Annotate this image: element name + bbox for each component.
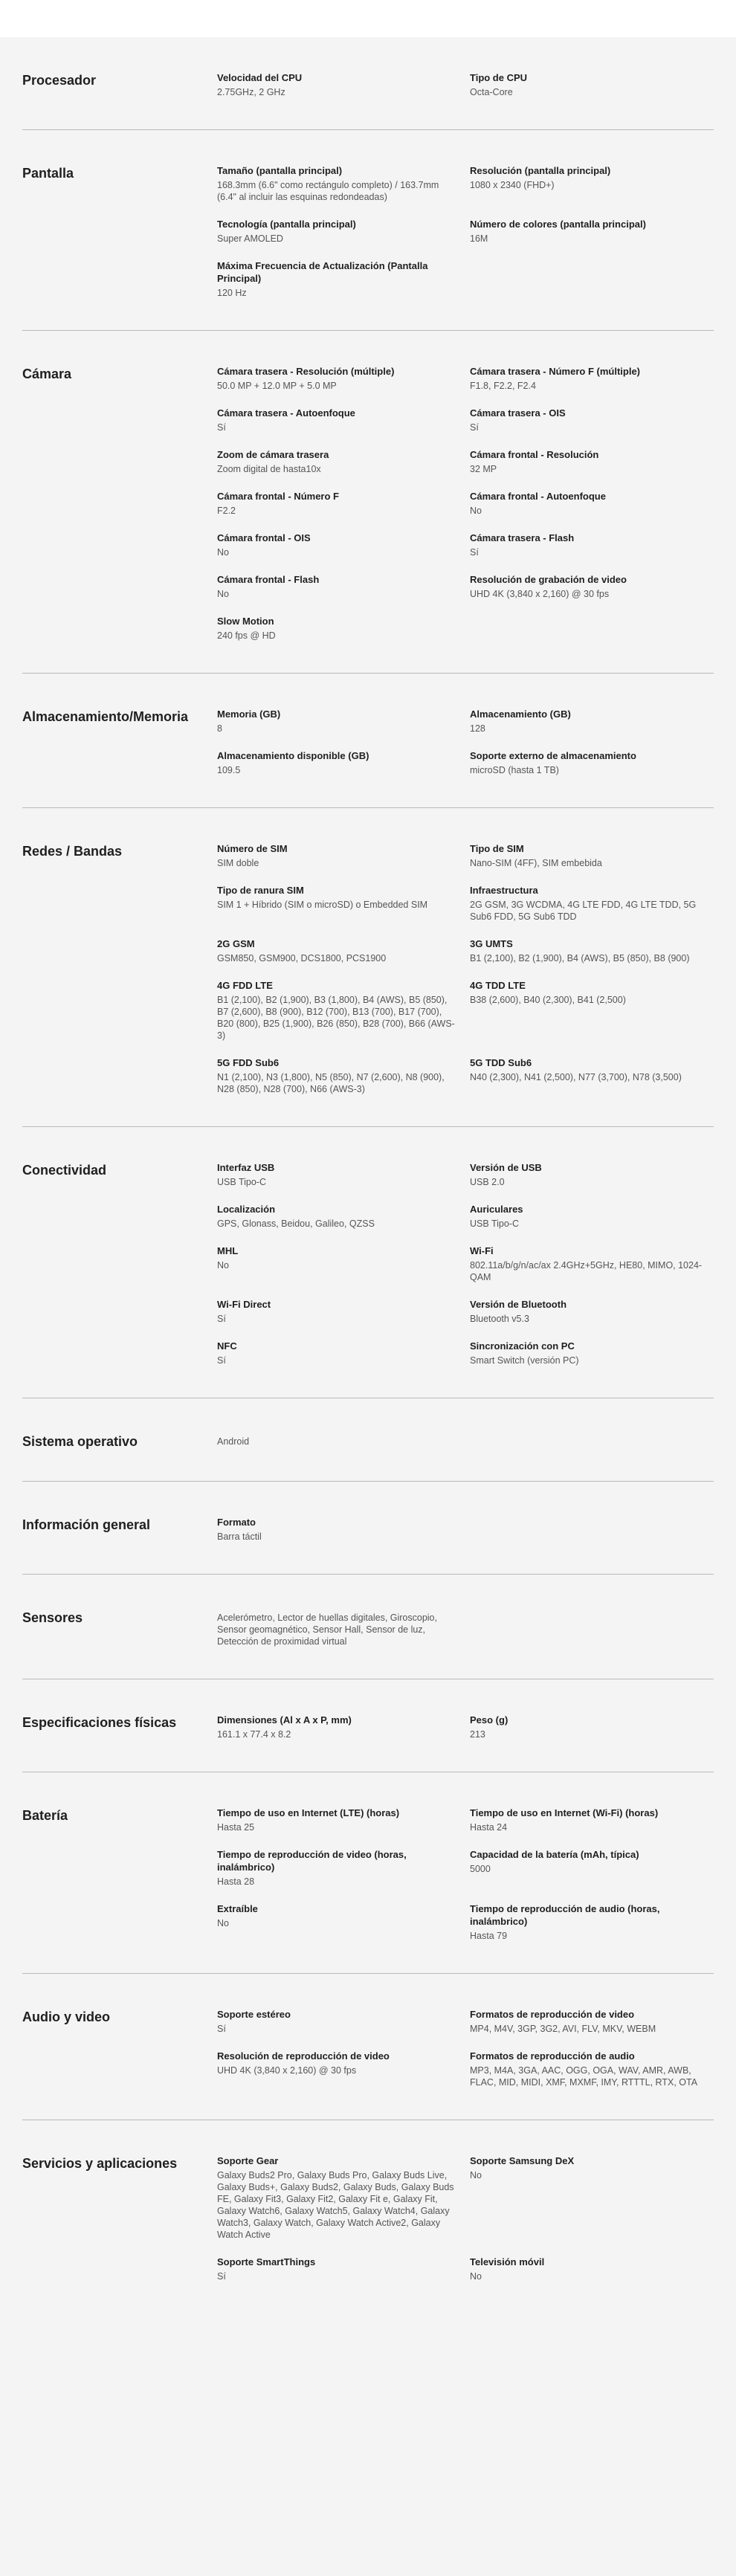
spec-value: 1080 x 2340 (FHD+) xyxy=(470,180,555,190)
spec-item xyxy=(470,937,723,964)
spec-value: UHD 4K (3,840 x 2,160) @ 30 fps xyxy=(217,2065,357,2076)
spec-value: No xyxy=(470,2170,482,2180)
spec-label: Formatos de reproducción de audio xyxy=(470,2050,635,2062)
spec-label: Tipo de ranura SIM xyxy=(217,885,304,896)
spec-item xyxy=(470,979,723,1042)
spec-item xyxy=(470,1848,723,1888)
spec-value: B1 (2,100), B2 (1,900), B3 (1,800), B4 (AWS), B5 (850), B7 (2,600), B8 (900), B12 (700), B13 (700), B17 (700), B20 (800), B25 (1,900), B26 (850), B28 (700), B66 (AWS-3) xyxy=(217,995,455,1041)
spec-item xyxy=(217,1056,470,1095)
spec-item xyxy=(217,1848,470,1888)
spec-item xyxy=(470,842,723,869)
section-title: Sensores xyxy=(22,1610,83,1625)
spec-label: Tipo de SIM xyxy=(470,843,524,854)
spec-item xyxy=(470,71,723,98)
spec-label: Cámara frontal - Resolución xyxy=(470,449,599,460)
spec-label: Cámara trasera - Resolución (múltiple) xyxy=(217,366,395,377)
spec-value: Super AMOLED xyxy=(217,233,283,244)
spec-label: 2G GSM xyxy=(217,938,255,949)
spec-item xyxy=(470,573,723,600)
spec-item xyxy=(217,749,470,776)
spec-item xyxy=(470,1714,723,1740)
spec-label: Cámara trasera - Flash xyxy=(470,532,575,543)
spec-label: MHL xyxy=(217,1245,239,1256)
spec-label: Dimensiones (Al x A x P, mm) xyxy=(217,1714,352,1726)
spec-item xyxy=(470,1340,723,1366)
spec-label: Almacenamiento disponible (GB) xyxy=(217,750,369,761)
spec-value: 213 xyxy=(470,1729,485,1740)
spec-label: Soporte estéreo xyxy=(217,2009,291,2020)
spec-value: 2G GSM, 3G WCDMA, 4G LTE FDD, 4G LTE TDD, 5G Sub6 FDD, 5G Sub6 TDD xyxy=(470,900,697,922)
spec-item xyxy=(217,365,470,392)
spec-label: Versión de USB xyxy=(470,1162,542,1173)
spec-value: Sí xyxy=(217,1355,226,1366)
spec-value: B38 (2,600), B40 (2,300), B41 (2,500) xyxy=(470,995,626,1005)
spec-value: Zoom digital de hasta10x xyxy=(217,464,321,474)
spec-value: No xyxy=(217,1918,229,1928)
spec-item xyxy=(217,71,470,98)
spec-item xyxy=(217,1714,470,1740)
spec-item xyxy=(217,407,470,433)
spec-value: Hasta 79 xyxy=(470,1931,508,1941)
spec-label: Versión de Bluetooth xyxy=(470,1299,567,1310)
spec-value: N1 (2,100), N3 (1,800), N5 (850), N7 (2,600), N8 (900), N28 (850), N28 (700), N66 (AWS-3) xyxy=(217,1072,445,1094)
spec-value: Hasta 25 xyxy=(217,1822,255,1833)
spec-label: Resolución de grabación de video xyxy=(470,574,627,585)
spec-value: 128 xyxy=(470,723,485,734)
spec-label: Cámara trasera - Autoenfoque xyxy=(217,407,355,419)
spec-item xyxy=(217,2154,470,2241)
spec-grid xyxy=(217,1609,723,1647)
spec-value: Sí xyxy=(470,547,479,558)
spec-value: 802.11a/b/g/n/ac/ax 2.4GHz+5GHz, HE80, MIMO, 1024-QAM xyxy=(470,1260,703,1282)
spec-value: Smart Switch (versión PC) xyxy=(470,1355,579,1366)
spec-grid xyxy=(217,164,723,299)
spec-label: Capacidad de la batería (mAh, típica) xyxy=(470,1849,639,1860)
spec-item xyxy=(217,884,470,923)
spec-label: Slow Motion xyxy=(217,616,274,627)
spec-label: Máxima Frecuencia de Actualización (Pantalla Principal) xyxy=(217,260,428,284)
spec-grid xyxy=(217,1161,723,1366)
spec-value: Sí xyxy=(217,1314,226,1324)
spec-item xyxy=(470,365,723,392)
spec-label: Peso (g) xyxy=(470,1714,509,1726)
spec-item xyxy=(217,1609,470,1647)
spec-item xyxy=(217,1902,470,1942)
spec-item xyxy=(217,1161,470,1188)
spec-label: Cámara frontal - OIS xyxy=(217,532,311,543)
spec-value: Nano-SIM (4FF), SIM embebida xyxy=(470,858,602,868)
spec-label: Soporte Samsung DeX xyxy=(470,2155,575,2166)
spec-item xyxy=(470,2008,723,2035)
spec-section-pantalla xyxy=(22,130,714,331)
spec-label: Zoom de cámara trasera xyxy=(217,449,329,460)
spec-label: Cámara frontal - Número F xyxy=(217,491,339,502)
spec-section-servicios-y-aplicaciones xyxy=(22,2120,714,2314)
spec-value: Acelerómetro, Lector de huellas digitales, Giroscopio, Sensor geomagnético, Sensor Hall, Sensor de luz, Detección de proximidad virtual xyxy=(217,1613,437,1647)
spec-label: Cámara frontal - Autoenfoque xyxy=(470,491,606,502)
spec-value: Hasta 28 xyxy=(217,1876,255,1887)
spec-label: 5G FDD Sub6 xyxy=(217,1057,280,1068)
spec-label: Infraestructura xyxy=(470,885,538,896)
spec-value: N40 (2,300), N41 (2,500), N77 (3,700), N78 (3,500) xyxy=(470,1072,682,1082)
spec-item xyxy=(217,1433,470,1450)
spec-value: No xyxy=(470,2271,482,2282)
spec-item xyxy=(470,884,723,923)
spec-label: Formatos de reproducción de video xyxy=(470,2009,635,2020)
spec-grid xyxy=(217,2008,723,2088)
specs-container xyxy=(0,37,736,2576)
spec-label: Televisión móvil xyxy=(470,2256,545,2267)
spec-item xyxy=(470,2154,723,2241)
spec-value: Barra táctil xyxy=(217,1531,262,1542)
spec-value: 50.0 MP + 12.0 MP + 5.0 MP xyxy=(217,381,337,391)
spec-section-redes-bandas xyxy=(22,808,714,1127)
spec-item xyxy=(470,1902,723,1942)
spec-label: Wi-Fi xyxy=(470,1245,494,1256)
spec-value: Galaxy Buds2 Pro, Galaxy Buds Pro, Galaxy Buds Live, Galaxy Buds+, Galaxy Buds2, Galaxy Buds, Galaxy Buds FE, Galaxy Fit3, Galaxy Fit2, Galaxy Fit e, Galaxy Fit, Galaxy Watch6, Galaxy Watch5, Galaxy Watch4, Galaxy Watch3, Galaxy Watch, Galaxy Watch Active2, Galaxy Watch Active xyxy=(217,2170,454,2240)
spec-value: 161.1 x 77.4 x 8.2 xyxy=(217,1729,291,1740)
section-title: Procesador xyxy=(22,73,97,88)
spec-label: Memoria (GB) xyxy=(217,708,281,720)
spec-grid xyxy=(217,2154,723,2282)
spec-value: GSM850, GSM900, DCS1800, PCS1900 xyxy=(217,953,387,963)
spec-value: SIM 1 + Híbrido (SIM o microSD) o Embedded SIM xyxy=(217,900,428,910)
spec-section-conectividad xyxy=(22,1127,714,1398)
spec-item xyxy=(470,1807,723,1833)
spec-grid xyxy=(217,842,723,1095)
spec-value: USB Tipo-C xyxy=(470,1218,519,1229)
spec-label: Tiempo de reproducción de audio (horas, inalámbrico) xyxy=(470,1903,660,1927)
section-title: Pantalla xyxy=(22,166,74,181)
spec-item xyxy=(217,218,470,245)
spec-section-procesador xyxy=(22,37,714,130)
spec-label: Formato xyxy=(217,1517,256,1528)
spec-label: Tamaño (pantalla principal) xyxy=(217,165,343,176)
spec-value: No xyxy=(217,589,229,599)
spec-item xyxy=(217,1807,470,1833)
spec-section-especificaciones-fisicas xyxy=(22,1679,714,1772)
section-title: Audio y video xyxy=(22,2010,111,2024)
spec-item xyxy=(217,1298,470,1325)
spec-section-sistema-operativo xyxy=(22,1398,714,1482)
spec-value: Android xyxy=(217,1436,250,1447)
spec-value: Sí xyxy=(470,422,479,433)
spec-item xyxy=(217,532,470,558)
section-title: Batería xyxy=(22,1808,68,1823)
spec-label: Interfaz USB xyxy=(217,1162,275,1173)
spec-item xyxy=(217,164,470,203)
spec-label: 5G TDD Sub6 xyxy=(470,1057,532,1068)
spec-item xyxy=(217,1203,470,1230)
spec-item xyxy=(217,937,470,964)
spec-label: Cámara trasera - Número F (múltiple) xyxy=(470,366,641,377)
spec-label: Tipo de CPU xyxy=(470,72,528,83)
spec-section-almacenamiento-memoria xyxy=(22,674,714,808)
spec-value: F2.2 xyxy=(217,506,236,516)
spec-label: Sincronización con PC xyxy=(470,1340,575,1352)
spec-value: 168.3mm (6.6" como rectángulo completo) / 163.7mm (6.4" al incluir las esquinas redondeadas) xyxy=(217,180,439,202)
spec-item xyxy=(217,490,470,517)
spec-grid xyxy=(217,708,723,776)
spec-value: Hasta 24 xyxy=(470,1822,508,1833)
spec-item xyxy=(217,1340,470,1366)
spec-item xyxy=(217,1516,470,1543)
section-title: Información general xyxy=(22,1517,151,1532)
spec-value: 2.75GHz, 2 GHz xyxy=(217,87,285,97)
spec-value: Sí xyxy=(217,422,226,433)
spec-value: 8 xyxy=(217,723,222,734)
section-title: Almacenamiento/Memoria xyxy=(22,709,189,724)
spec-label: Soporte SmartThings xyxy=(217,2256,316,2267)
spec-label: Extraíble xyxy=(217,1903,258,1914)
spec-label: Número de colores (pantalla principal) xyxy=(470,219,646,230)
spec-item xyxy=(470,164,723,203)
spec-item xyxy=(470,1245,723,1283)
spec-item xyxy=(470,218,723,245)
spec-item xyxy=(470,1056,723,1095)
spec-grid xyxy=(217,1516,723,1543)
spec-value: 32 MP xyxy=(470,464,497,474)
spec-item xyxy=(217,2256,470,2282)
section-title: Especificaciones físicas xyxy=(22,1715,177,1730)
spec-value: No xyxy=(217,1260,229,1271)
spec-section-sensores xyxy=(22,1575,714,1679)
spec-label: Tiempo de reproducción de video (horas, inalámbrico) xyxy=(217,1849,407,1873)
spec-label: 4G TDD LTE xyxy=(470,980,526,991)
spec-value: F1.8, F2.2, F2.4 xyxy=(470,381,536,391)
spec-value: UHD 4K (3,840 x 2,160) @ 30 fps xyxy=(470,589,610,599)
spec-item xyxy=(217,615,470,642)
spec-label: Número de SIM xyxy=(217,843,288,854)
spec-item xyxy=(470,1203,723,1230)
spec-label: Tiempo de uso en Internet (LTE) (horas) xyxy=(217,1807,400,1818)
spec-label: Resolución de reproducción de video xyxy=(217,2050,390,2062)
spec-label: 4G FDD LTE xyxy=(217,980,273,991)
spec-item xyxy=(217,842,470,869)
spec-value: microSD (hasta 1 TB) xyxy=(470,765,559,775)
spec-label: Soporte externo de almacenamiento xyxy=(470,750,636,761)
spec-label: Localización xyxy=(217,1204,276,1215)
section-title: Redes / Bandas xyxy=(22,844,123,859)
spec-item xyxy=(470,1161,723,1188)
spec-value: 16M xyxy=(470,233,488,244)
spec-item xyxy=(217,2008,470,2035)
section-title: Cámara xyxy=(22,367,72,381)
spec-value: B1 (2,100), B2 (1,900), B4 (AWS), B5 (850), B8 (900) xyxy=(470,953,690,963)
top-bar xyxy=(0,0,736,37)
spec-item xyxy=(217,979,470,1042)
spec-item xyxy=(470,2050,723,2088)
spec-value: 5000 xyxy=(470,1864,491,1874)
spec-item xyxy=(470,708,723,735)
spec-label: Resolución (pantalla principal) xyxy=(470,165,611,176)
spec-label: Cámara frontal - Flash xyxy=(217,574,320,585)
spec-value: Sí xyxy=(217,2271,226,2282)
spec-label: 3G UMTS xyxy=(470,938,513,949)
spec-section-informacion-general xyxy=(22,1482,714,1575)
spec-value: 109.5 xyxy=(217,765,241,775)
spec-item xyxy=(217,573,470,600)
spec-value: GPS, Glonass, Beidou, Galileo, QZSS xyxy=(217,1218,375,1229)
spec-item xyxy=(217,708,470,735)
spec-grid xyxy=(217,1433,723,1450)
spec-value: Octa-Core xyxy=(470,87,513,97)
section-title: Servicios y aplicaciones xyxy=(22,2156,178,2171)
spec-label: Velocidad del CPU xyxy=(217,72,303,83)
spec-item xyxy=(217,448,470,475)
spec-item xyxy=(217,2050,470,2088)
spec-grid xyxy=(217,71,723,98)
spec-label: Soporte Gear xyxy=(217,2155,279,2166)
spec-item xyxy=(470,532,723,558)
spec-value: 120 Hz xyxy=(217,288,247,298)
spec-label: Cámara trasera - OIS xyxy=(470,407,566,419)
spec-item xyxy=(217,1245,470,1283)
spec-label: NFC xyxy=(217,1340,237,1352)
spec-section-camara xyxy=(22,331,714,674)
spec-item xyxy=(217,259,470,299)
spec-value: No xyxy=(217,547,229,558)
spec-value: USB 2.0 xyxy=(470,1177,505,1187)
spec-label: Wi-Fi Direct xyxy=(217,1299,271,1310)
spec-grid xyxy=(217,365,723,642)
spec-item xyxy=(470,490,723,517)
spec-value: USB Tipo-C xyxy=(217,1177,266,1187)
spec-value: SIM doble xyxy=(217,858,259,868)
spec-value: Bluetooth v5.3 xyxy=(470,1314,529,1324)
section-title: Conectividad xyxy=(22,1163,107,1178)
spec-label: Auriculares xyxy=(470,1204,523,1215)
spec-label: Tiempo de uso en Internet (Wi-Fi) (horas) xyxy=(470,1807,659,1818)
spec-grid xyxy=(217,1714,723,1740)
spec-label: Tecnología (pantalla principal) xyxy=(217,219,356,230)
spec-value: MP3, M4A, 3GA, AAC, OGG, OGA, WAV, AMR, AWB, FLAC, MID, MIDI, XMF, MXMF, IMY, RTTTL, RTX, OTA xyxy=(470,2065,698,2088)
spec-section-bateria xyxy=(22,1772,714,1974)
spec-item xyxy=(470,407,723,433)
spec-value: No xyxy=(470,506,482,516)
section-title: Sistema operativo xyxy=(22,1434,138,1449)
spec-grid xyxy=(217,1807,723,1942)
spec-section-audio-y-video xyxy=(22,1974,714,2120)
spec-item xyxy=(470,2256,723,2282)
spec-value: Sí xyxy=(217,2024,226,2034)
spec-value: MP4, M4V, 3GP, 3G2, AVI, FLV, MKV, WEBM xyxy=(470,2024,656,2034)
spec-label: Almacenamiento (GB) xyxy=(470,708,571,720)
spec-item xyxy=(470,448,723,475)
spec-item xyxy=(470,749,723,776)
spec-value: 240 fps @ HD xyxy=(217,630,276,641)
spec-item xyxy=(470,1298,723,1325)
